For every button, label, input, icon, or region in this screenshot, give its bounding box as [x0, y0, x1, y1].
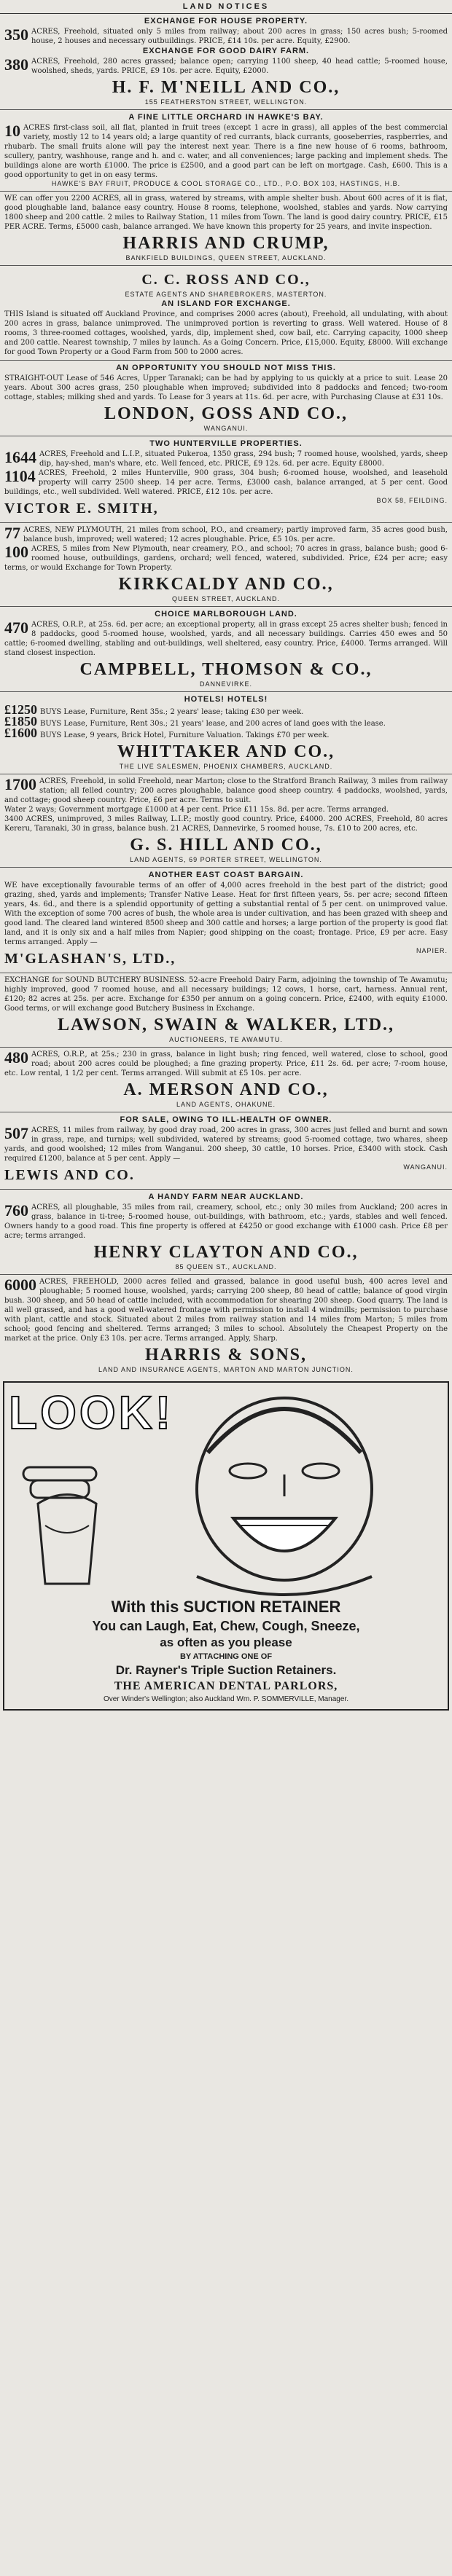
land-advertisement: [0, 361, 452, 436]
advertiser-address: WANGANUI.: [203, 425, 249, 432]
ad-body-text: [4, 468, 448, 497]
advertiser-address: ESTATE AGENTS AND SHAREBROKERS, MASTERTON.: [125, 291, 327, 298]
land-advertisement: [0, 1048, 452, 1112]
land-advertisement: [0, 1190, 452, 1275]
price-value: £1250: [4, 702, 37, 717]
land-advertisement: [0, 110, 452, 192]
ad-heading: FOR SALE, OWING TO ILL-HEALTH OF OWNER.: [120, 1115, 332, 1124]
ad-heading: EXCHANGE FOR HOUSE PROPERTY.: [144, 17, 308, 25]
ad-body-text: [4, 814, 448, 833]
ad-text: ACRES, Freehold, in solid Freehold, near Marton; close to the Stratford Branch Railway, 3 miles from railway station; all felled country; 200 acres ploughable, balance good sheep country. 4 paddocks, woolshed, yards, and cottage; good sheep country. Price, £6 per acre. Terms to suit.: [4, 777, 448, 804]
acreage-figure: 350: [4, 25, 28, 44]
advertiser-name: HARRIS & SONS,: [144, 1346, 308, 1364]
land-advertisement: [0, 266, 452, 361]
ad-subheading: EXCHANGE FOR GOOD DAIRY FARM.: [142, 47, 310, 55]
advertiser-address: THE LIVE SALESMEN, PHOENIX CHAMBERS, AUCKLAND.: [119, 763, 333, 770]
advertiser-name: C. C. ROSS AND CO.,: [141, 272, 311, 288]
advertiser-name: CAMPBELL, THOMSON & CO.,: [79, 660, 373, 679]
ad-body-text: [4, 194, 448, 232]
advertiser-name: KIRKCALDY AND CO.,: [118, 575, 334, 594]
advertiser-name: H. F. M'NEILL AND CO.,: [112, 78, 340, 97]
look-headline: LOOK!: [9, 1386, 174, 1439]
advertiser-row: [4, 947, 448, 970]
acreage-figure: 1700: [4, 775, 36, 793]
price-line: [4, 714, 448, 729]
advertiser-name: G. S. HILL AND CO.,: [130, 836, 322, 855]
ad-text: ACRES first-class soil, all flat, planted in fruit trees (except 1 acre in grass), all apples of the best commercial variety, mostly 12 to 14 years old; a large quantity of red currants, black currants, gooseberries, raspberries, and rhubarb. The small fruits alone will pay the interest next year. There is a fine new house of 6 rooms, bathroom, scullery, pantry, washhouse, range and h. and c. water, and all conveniences; large packing and implement sheds. The buildings alone are worth £1000. The price is £2500, and a good part can be left on mortgage. Cash, £600. This is a good opportunity to get in on easy terms.: [4, 124, 448, 179]
price-text: BUYS Lease, Furniture, Rent 35s.; 2 years' lease; taking £30 per week.: [40, 708, 304, 716]
hand-with-plate-illustration: [9, 1438, 118, 1591]
ad-text: Water 2 ways; Government mortgage £1000 at 4 per cent. Price £11 15s. 8d. per acre. Terms arranged.: [4, 806, 389, 814]
acreage-figure: 380: [4, 55, 28, 74]
ad-body-text: [4, 620, 448, 658]
ad-body-text: [4, 310, 448, 357]
land-advertisement: [0, 1112, 452, 1190]
advertiser-address: DANNEVIRKE.: [199, 680, 252, 688]
ad-text: THIS Island is situated off Auckland Province, and comprises 2000 acres (about), Freehold, all undulating, with about 200 acres in grass, balance unimproved. The unimproved portion is reverting to grass. Well watered. House of 8 rooms, 3 three-roomed cottages, woolshed, yards, dip, implement shed, cow bail, etc. Carrying capacity, 1000 sheep and 200 cattle. Nearest township, 7 miles by launch. As a Going Concern. Price, £15,000. Equity, £8000. Will exchange for good Town Property or a Good Farm from 500 to 2000 acres.: [4, 310, 448, 356]
ad-text: ACRES, Freehold and L.I.P., situated Pukeroa, 1350 grass, 294 bush; 7 roomed house, woolshed, yards, sheep dip, hay-shed, man's whare, etc. Well fenced, etc. PRICE, £9 12s. 6d. per acre. Equity £8000.: [39, 450, 448, 468]
advertiser-address: 155 FEATHERSTON STREET, WELLINGTON.: [144, 98, 308, 106]
advertiser-address: AUCTIONEERS, TE AWAMUTU.: [169, 1036, 283, 1043]
ad-text: ACRES, all ploughable, 35 miles from rail, creamery, school, etc.; only 30 miles from Auckland; 200 acres in grass, balance in ti-tree; 5-roomed house, out-buildings, with bathroom, etc.; yards, stables and well fenced. Owners handy to a good road. This fine property is offered at £4250 or good exchange with £1000 cash. Price £8 per acre; terms arranged.: [4, 1203, 448, 1240]
dental-line-5: Dr. Rayner's Triple Suction Retainers.: [115, 1663, 337, 1677]
ad-body-text: [4, 1203, 448, 1241]
ad-heading: CHOICE MARLBOROUGH LAND.: [155, 610, 297, 619]
ad-body-text: [4, 975, 448, 1013]
acreage-figure: 10: [4, 122, 20, 140]
ads-column: [0, 14, 452, 1377]
land-advertisement: [0, 973, 452, 1048]
ad-text: ACRES, 11 miles from railway, by good dray road, 200 acres in grass, 300 acres just felled and burnt and sown in grass, rape, and turnips; well subdivided, watered by streams; good 5-roomed cottage, two whares, sheep yards, and good woolshed; 12 miles from Wanganui. 200 sheep, 30 cattle, 10 horses. Price, £3400 with stock. Cash required £1200, balance at 5 per cent. Apply —: [4, 1126, 448, 1163]
ad-body-text: [4, 805, 448, 814]
section-header: LAND NOTICES: [0, 0, 452, 14]
ad-body-text: [4, 1050, 448, 1078]
ad-body-text: [4, 374, 448, 402]
land-advertisement: [0, 192, 452, 266]
advertiser-name: LAWSON, SWAIN & WALKER, LTD.,: [57, 1016, 395, 1034]
advertiser-address: LAND AGENTS, OHAKUNE.: [176, 1101, 276, 1108]
ad-heading: TWO HUNTERVILLE PROPERTIES.: [149, 439, 303, 448]
ad-text: ACRES, O.R.P., at 25s.; 230 in grass, balance in light bush; ring fenced, well watered, close to school, good road; about 200 acres could be ploughed; a fine grazing property. Price, £11 2s. 6d. per acre; 7-room house, etc. Low rental, 1 1/2 per cent. Terms arranged. Will submit at £5 10s. per acre.: [4, 1051, 448, 1077]
ad-text: ACRES, 5 miles from New Plymouth, near creamery, P.O., and school; 70 acres in grass, balance bush; good 6-roomed house, outbuildings, gardens, orchard; well fenced, watered, subdivided. Price, £24 per acre; easy terms, or would Exchange for Town Property.: [4, 545, 448, 572]
land-advertisement: [0, 1275, 452, 1377]
dental-left: [9, 1386, 174, 1597]
ad-heading: ANOTHER EAST COAST BARGAIN.: [148, 871, 304, 879]
advertiser-location: NAPIER.: [416, 947, 448, 954]
advertiser-name: HENRY CLAYTON AND CO.,: [93, 1243, 359, 1262]
price-line: [4, 726, 448, 740]
ad-heading: A FINE LITTLE ORCHARD IN HAWKE'S BAY.: [128, 113, 324, 122]
ad-body-text: [4, 1126, 448, 1163]
ad-body-text: [4, 1277, 448, 1343]
land-advertisement: [0, 14, 452, 110]
land-advertisement: [0, 523, 452, 607]
advertiser-address: HAWKE'S BAY FRUIT, PRODUCE & COOL STORAGE CO., LTD., P.O. BOX 103, HASTINGS, H.B.: [51, 180, 401, 187]
advertiser-name: WHITTAKER AND CO.,: [117, 742, 335, 761]
ad-heading: A HANDY FARM NEAR AUCKLAND.: [148, 1193, 304, 1201]
ad-text: STRAIGHT-OUT Lease of 546 Acres, Upper Taranaki; can be had by applying to us quickly at a price to suit. Lease 20 years. About 300 acres grass, 250 ploughable when improved; subdivided into 8 paddocks and fenced; two-room cottage, stables; milking shed and yards. To Lease for 3 years at 11s. 6d. per acre, with Purchasing Clause at £31 10s.: [4, 374, 448, 401]
ad-text: ACRES, Freehold, situated only 5 miles from railway; about 200 acres in grass; 150 acres bush; 5-roomed house, 2 houses and necessary outbuildings. PRICE, £14 10s. per acre. Equity, £2900.: [31, 28, 448, 45]
ad-text: ACRES, O.R.P., at 25s. 6d. per acre; an exceptional property, all in grass except 25 acres shelter bush; fenced in 8 paddocks, good 5-roomed house, woolshed, yards, and all necessary buildings. Carries 450 ewes and 50 cattle; 6-roomed dwelling, stabling and out-buildings, well sheltered, easy country. Price, £4000. Terms arranged. Will stand closest inspection.: [4, 621, 448, 657]
acreage-figure: 1644: [4, 448, 36, 466]
ad-subheading: AN ISLAND FOR EXCHANGE.: [161, 299, 291, 308]
advertiser-address: BANKFIELD BUILDINGS, QUEEN STREET, AUCKLAND.: [125, 254, 327, 262]
price-line: [4, 702, 448, 717]
advertiser-name: HARRIS AND CRUMP,: [122, 234, 330, 253]
land-advertisement: [0, 436, 452, 523]
land-advertisement: [0, 607, 452, 692]
ad-text: ACRES, NEW PLYMOUTH, 21 miles from school, P.O., and creamery; partly improved farm, 35 acres good bush, balance bush, improved; well watered; 12 acres ploughable. Price, £5 10s. per acre.: [23, 526, 448, 543]
dental-advertisement: [3, 1381, 449, 1711]
ad-body-text: [4, 881, 448, 947]
ad-text: EXCHANGE for SOUND BUTCHERY BUSINESS. 52-acre Freehold Dairy Farm, adjoining the township of Te Awamutu; highly improved, good 7 roomed house, and all necessary buildings; 12 cows, 1 horse, cart, harness. Annual rent, £120; 82 acres at 25s. per acre. Exchange for £350 per annum on a going concern. Price, £2400, with equity £1000. Good terms, or will exchange good Butchery Business in Exchange.: [4, 976, 448, 1013]
ad-heading: HOTELS! HOTELS!: [184, 695, 268, 704]
acreage-figure: 507: [4, 1124, 28, 1142]
advertiser-location: BOX 58, FEILDING.: [376, 497, 448, 504]
land-advertisement: [0, 868, 452, 973]
ad-text: 3400 ACRES, unimproved, 3 miles Railway, L.I.P.; mostly good country. Price, £4000. 200 ACRES, Freehold, 80 acres Kereru, Taranaki, 30 in grass, balance bush. 21 ACRES, Dannevirke, 5 roomed house, 7s. £10 to 200 acres, etc.: [4, 815, 448, 833]
acreage-figure: 470: [4, 619, 28, 637]
acreage-figure: 77: [4, 524, 20, 542]
advertiser-location: WANGANUI.: [403, 1163, 448, 1171]
price-value: £1850: [4, 714, 37, 729]
dental-line-1: With this SUCTION RETAINER: [111, 1598, 341, 1616]
advertiser-row: [4, 1163, 448, 1186]
dental-line-6: THE AMERICAN DENTAL PARLORS,: [114, 1680, 338, 1692]
dental-line-4: BY ATTACHING ONE OF: [179, 1652, 273, 1661]
acreage-figure: 1104: [4, 467, 36, 485]
ad-text: WE can offer you 2200 ACRES, all in grass, watered by streams, with ample shelter bush. About 600 acres of it is flat, good ploughable land, balance easy country. House 8 rooms, telephone, woolshed, stables and yards. Now carrying 1800 sheep and 200 cattle. 2 miles to Railway Station, 11 miles from Town. The land is good dairy country. PRICE, £15 PER ACRE. Terms, £5000 cash, balance arranged. We have known this property for 25 years, and invite inspection.: [4, 195, 448, 231]
ad-text: ACRES, FREEHOLD, 2000 acres felled and grassed, balance in good useful bush, 400 acres level and ploughable; 5 roomed house, woolshed, yards; carrying 200 sheep, 80 head of cattle; balance of good virgin bush. 300 sheep, and 50 head of cattle included, with accommodation for shearing 200 sheep. Good quarry. The land is all well grassed, and has a good well-watered frontage with permission to install 4 windmills; permission to purchase with plant, cattle and stock. Situated about 2 miles from railway station and 14 miles from Marton; 5 miles from school; good fencing and sheltered. Terms arranged; 3 miles to school. Absolutely the Cheapest Property on the market at the price. Only £3 10s. per acre. Terms arranged. Apply, Sharp.: [4, 1278, 448, 1343]
advertiser-name: M'GLASHAN'S, LTD.,: [4, 951, 176, 967]
advertiser-address: QUEEN STREET, AUCKLAND.: [171, 595, 281, 602]
advertiser-name: LEWIS AND CO.: [4, 1167, 135, 1183]
advertiser-address: 85 QUEEN ST., AUCKLAND.: [175, 1263, 277, 1271]
ad-body-text: [4, 449, 448, 468]
land-advertisement: [0, 692, 452, 774]
acreage-figure: 480: [4, 1048, 28, 1067]
laughing-man-illustration: [125, 1387, 443, 1597]
advertiser-address: LAND AND INSURANCE AGENTS, MARTON AND MARTON JUNCTION.: [98, 1366, 354, 1373]
advertiser-address: LAND AGENTS, 69 PORTER STREET, WELLINGTON.: [130, 856, 322, 863]
land-advertisement: [0, 774, 452, 868]
price-value: £1600: [4, 726, 37, 740]
ad-body-text: [4, 544, 448, 573]
acreage-figure: 760: [4, 1201, 28, 1220]
advertiser-name: VICTOR E. SMITH,: [4, 500, 159, 517]
price-text: BUYS Lease, Furniture, Rent 30s.; 21 years' lease, and 200 acres of land goes with the lease.: [40, 720, 386, 728]
ad-body-text: [4, 777, 448, 805]
acreage-figure: 6000: [4, 1276, 36, 1294]
ad-body-text: [4, 123, 448, 180]
dental-line-7: Over Winder's Wellington; also Auckland Wm. P. SOMMERVILLE, Manager.: [104, 1695, 348, 1703]
advertiser-row: [4, 497, 448, 519]
ad-body-text: [4, 57, 448, 76]
acreage-figure: 100: [4, 543, 28, 561]
ad-body-text: [4, 525, 448, 544]
dental-line-2: You can Laugh, Eat, Chew, Cough, Sneeze,: [92, 1619, 360, 1633]
price-text: BUYS Lease, 9 years, Brick Hotel, Furniture Valuation. Takings £70 per week.: [40, 731, 330, 739]
advertiser-name: A. MERSON AND CO.,: [123, 1080, 329, 1099]
ad-heading: AN OPPORTUNITY YOU SHOULD NOT MISS THIS.: [116, 364, 336, 372]
ad-text: ACRES, Freehold, 2 miles Hunterville, 900 grass, 304 bush; 6-roomed house, woolshed, and leasehold property will carry 2500 sheep. 14 per acre. Terms, £3000 cash, balance arranged, at 5 per cent. Good buildings, etc., well subdivided. Well watered. PRICE, £12 10s. per acre.: [4, 469, 448, 496]
dental-line-3: as often as you please: [160, 1635, 292, 1649]
advertiser-name: LONDON, GOSS AND CO.,: [104, 404, 348, 423]
ad-body-text: [4, 27, 448, 46]
ad-text: ACRES, Freehold, 280 acres grassed; balance open; carrying 1100 sheep, 40 head cattle; 5-roomed house, woolshed, sheds, yards. PRICE, £9 10s. per acre. Equity, £2000.: [31, 58, 448, 75]
ad-text: WE have exceptionally favourable terms of an offer of 4,000 acres freehold in the best part of the district; good grazing, shed, yards and implements; Transfer Native Lease. Heat for first fifteen years, 5s. per acre; second fifteen years, 4s. 6d., and there is a splendid opportunity of getting a substantial rental of 5 per cent. on unimproved value. With the exception of some 700 acres of bush, the whole area is under cultivation, and has been grazed with sheep and good land. The cleared land wintered 8500 sheep and 300 cattle and horses; a large portion of the property is good flat land, and it is only six and a half miles from Napier; good shipping on the coast; frontage. Price, £9 per acre. Easy terms arranged. Apply —: [4, 881, 448, 946]
